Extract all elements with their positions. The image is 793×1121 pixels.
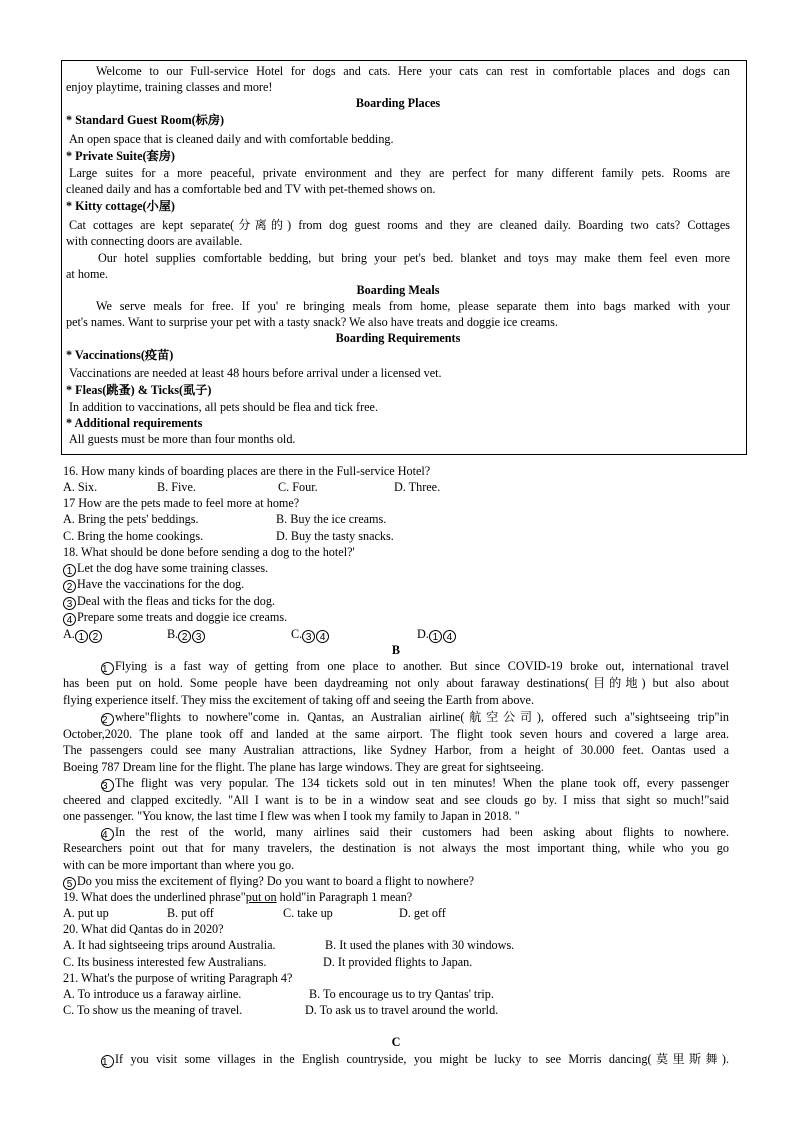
meals-line-2: pet's names. Want to surprise your pet with a tasty snack? We also have treats and doggie ice creams. [66, 315, 558, 329]
q21-option-a: A. To introduce us a faraway airline. [63, 987, 242, 1001]
q20-option-c: C. Its business interested few Australians. [63, 955, 267, 969]
intro-line-1: Welcome to our Full-service Hotel for dogs and cats. Here your cats can rest in comfortable places and dogs can [96, 64, 730, 78]
circled-number: 4 [63, 613, 76, 626]
question-16: 16. How many kinds of boarding places are there in the Full-service Hotel? [63, 464, 431, 478]
heading-boarding-places: Boarding Places [355, 96, 441, 110]
b-para-1-line-1: 1 Flying is a fast way of getting from one place to another. But since COVID-19 broke out, international travel [102, 659, 729, 675]
question-18: 18. What should be done before sending a dog to the hotel?' [63, 545, 355, 559]
q18-option-c: C. 3 4 [291, 627, 330, 643]
q18-option-b: B. 2 3 [167, 627, 206, 643]
q21-option-b: B. To encourage us to try Qantas' trip. [309, 987, 494, 1001]
q20-option-d: D. It provided flights to Japan. [323, 955, 473, 969]
circled-number: 1 [101, 662, 114, 675]
b-para-1-line-2: has been put on hold. Some people have been daydreaming not only about faraway destinations(目的地) but also about [63, 676, 729, 690]
q21-option-c: C. To show us the meaning of travel. [63, 1003, 243, 1017]
intro-line-2: enjoy playtime, training classes and more! [66, 80, 273, 94]
b-para-2-line-4: Boeing 787 Dream line for the flight. The plane has large windows. They are great for sightseeing. [63, 760, 544, 774]
q20-option-a: A. It had sightseeing trips around Australia. [63, 938, 276, 952]
vaccinations-title: * Vaccinations(疫苗) [66, 348, 174, 362]
b-para-3-line-3: one passenger. "You know, the last time I flew was when I took my family to Japan in 2018. " [63, 809, 520, 823]
circled-number: 2 [63, 580, 76, 593]
heading-boarding-meals: Boarding Meals [356, 283, 440, 297]
b-para-5: 5 Do you miss the excitement of flying? Do you want to board a flight to nowhere? [63, 874, 474, 890]
q18-statement-4: 4 Prepare some treats and doggie ice creams. [63, 610, 287, 626]
question-20: 20. What did Qantas do in 2020? [63, 922, 224, 936]
circled-number: 1 [63, 564, 76, 577]
heading-boarding-requirements: Boarding Requirements [335, 331, 461, 345]
q18-statement-1: 1 Let the dog have some training classes. [63, 561, 268, 577]
circled-number: 3 [63, 597, 76, 610]
circled-number: 5 [63, 877, 76, 890]
section-c-title: C [391, 1035, 401, 1049]
q19-option-d: D. get off [399, 906, 446, 920]
q18-option-a: A. 1 2 [63, 627, 103, 643]
standard-room-text: An open space that is cleaned daily and with comfortable bedding. [69, 132, 394, 146]
q17-option-b: B. Buy the ice creams. [276, 512, 387, 526]
vaccinations-text: Vaccinations are needed at least 48 hours before arrival under a licensed vet. [69, 366, 442, 380]
q18-option-d: D. 1 4 [417, 627, 457, 643]
q16-option-d: D. Three. [394, 480, 441, 494]
kitty-cottage-line-2: with connecting doors are available. [66, 234, 243, 248]
q19-option-a: A. put up [63, 906, 109, 920]
b-para-2-line-3: The passengers could see many Australian attractions, like Sydney Harbor, from a height of 30.000 feet. Oantas used a [63, 743, 729, 757]
question-19: 19. What does the underlined phrase"put on hold"in Paragraph 1 mean? [63, 890, 413, 904]
question-17: 17 How are the pets made to feel more at home? [63, 496, 300, 510]
supply-line-2: at home. [66, 267, 108, 281]
q19-option-c: C. take up [283, 906, 333, 920]
circled-number: 3 [101, 779, 114, 792]
kitty-cottage-title: * Kitty cottage(小屋) [66, 199, 175, 213]
kitty-cottage-line-1: Cat cottages are kept separate(分离的) from dog guest rooms and they are cleaned daily. Boarding two cats? Cottages [69, 218, 730, 232]
q17-option-a: A. Bring the pets' beddings. [63, 512, 199, 526]
q17-option-c: C. Bring the home cookings. [63, 529, 204, 543]
private-suite-line-1: Large suites for a more peaceful, private environment and they are perfect for many different family pets. Rooms are [69, 166, 730, 180]
b-para-3-line-1: 3 The flight was very popular. The 134 tickets sold out in ten minutes! When the plane took off, every passenger [102, 776, 729, 792]
meals-line-1: We serve meals for free. If you' re bringing meals from home, please separate them into bags marked with your [96, 299, 730, 313]
b-para-3-line-2: cheered and clapped excitedly. "All I want is to be in a window seat and see clouds go by. I miss that sight so much!"said [63, 793, 729, 807]
fleas-ticks-title: * Fleas(跳蚤) & Ticks(虱子) [66, 383, 212, 397]
circled-number: 1 [101, 1055, 114, 1068]
b-para-4-line-2: Researchers point out that for many travelers, the destination is not always the most important thing, while who you go [63, 841, 729, 855]
circled-number: 2 [101, 713, 114, 726]
section-b-title: B [391, 643, 401, 657]
q16-option-c: C. Four. [278, 480, 318, 494]
q18-statement-2: 2 Have the vaccinations for the dog. [63, 577, 244, 593]
private-suite-line-2: cleaned daily and has a comfortable bed and TV with pet-themed shows on. [66, 182, 436, 196]
b-para-2-line-1: 2 where"flights to nowhere"come in. Qantas, an Australian airline(航空公司), offered such a"sightseeing trip"in [102, 710, 729, 726]
question-21: 21. What's the purpose of writing Paragraph 4? [63, 971, 293, 985]
supply-line-1: Our hotel supplies comfortable bedding, but bring your pet's bed. blanket and toys may make them feel even more [98, 251, 730, 265]
q17-option-d: D. Buy the tasty snacks. [276, 529, 394, 543]
circled-number: 4 [101, 828, 114, 841]
q19-option-b: B. put off [167, 906, 214, 920]
q20-option-b: B. It used the planes with 30 windows. [325, 938, 515, 952]
additional-req-title: * Additional requirements [66, 416, 203, 430]
standard-room-title: * Standard Guest Room(标房) [66, 113, 225, 127]
underlined-phrase: put on [245, 890, 277, 904]
b-para-2-line-2: October,2020. The plane took off and landed at the same airport. The flight took seven hours and covered a large area. [63, 727, 729, 741]
q16-option-a: A. Six. [63, 480, 98, 494]
q21-option-d: D. To ask us to travel around the world. [305, 1003, 499, 1017]
additional-req-text: All guests must be more than four months old. [69, 432, 296, 446]
q16-option-b: B. Five. [157, 480, 196, 494]
b-para-1-line-3: flying experience itself. They miss the excitement of taking off and seeing the Earth from above. [63, 693, 534, 707]
q18-statement-3: 3 Deal with the fleas and ticks for the dog. [63, 594, 275, 610]
fleas-ticks-text: In addition to vaccinations, all pets should be flea and tick free. [69, 400, 378, 414]
private-suite-title: * Private Suite(套房) [66, 149, 175, 163]
c-para-1: 1 If you visit some villages in the English countryside, you might be lucky to see Morris dancing(莫里斯舞). [102, 1052, 729, 1068]
b-para-4-line-3: with can be more important than where you go. [63, 858, 295, 872]
b-para-4-line-1: 4 In the rest of the world, many airlines said their customers had been asking about flights to nowhere. [102, 825, 729, 841]
